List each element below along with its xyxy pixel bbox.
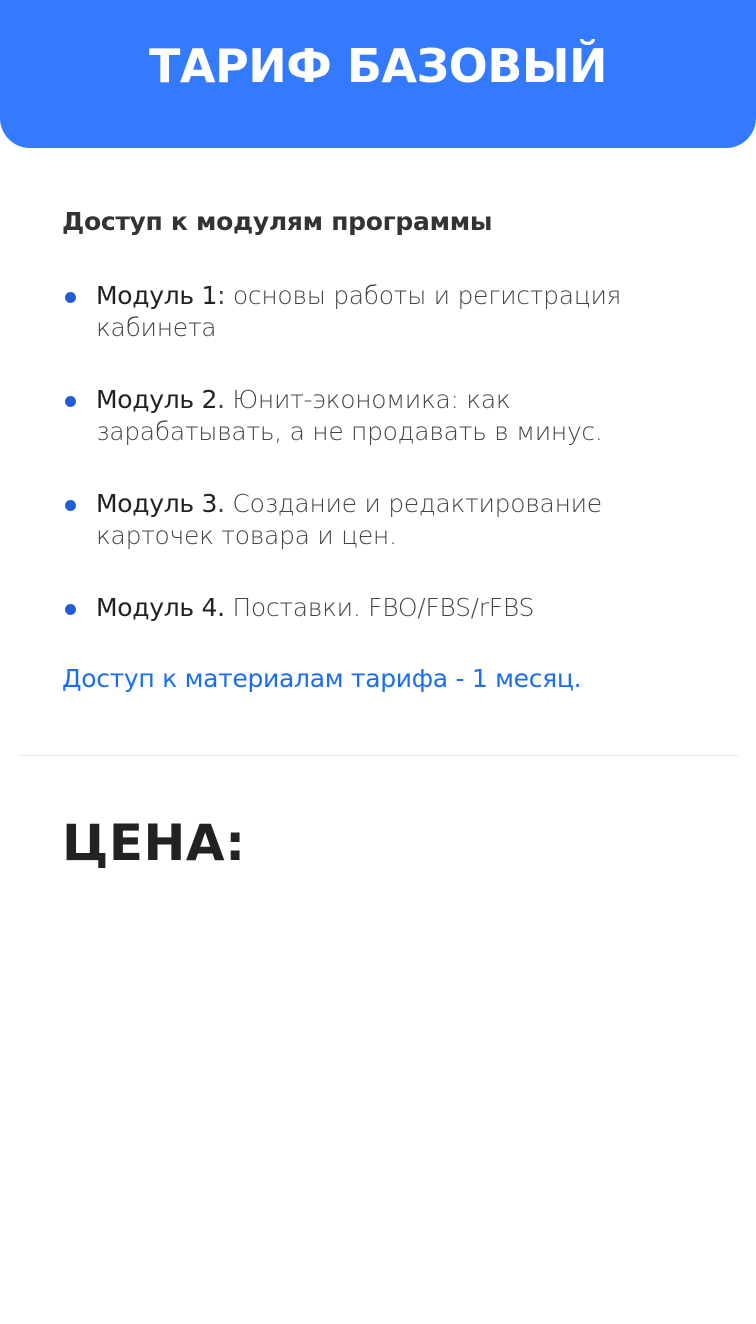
- divider: [18, 755, 738, 756]
- tariff-title: ТАРИФ БАЗОВЫЙ: [149, 39, 607, 93]
- module-item: [62, 592, 682, 624]
- module-name: Модуль 2: [96, 385, 218, 414]
- module-description: Создание и редактирование карточек товара и цен.: [96, 489, 602, 550]
- module-separator: .: [217, 385, 225, 414]
- module-name: Модуль 4.: [96, 593, 225, 622]
- bullet-icon: [65, 500, 76, 511]
- bullet-icon: [65, 292, 76, 303]
- module-description: основы работы и регистрация кабинета: [96, 281, 622, 342]
- module-description: Поставки. FBO/FBS/rFBS: [224, 593, 535, 622]
- price-label: ЦЕНА:: [62, 814, 246, 872]
- module-item: [62, 280, 682, 344]
- module-name: Модуль 3: [96, 489, 218, 518]
- module-name: Модуль 1: [96, 281, 218, 310]
- access-duration-note: Доступ к материалам тарифа - 1 месяц.: [62, 664, 582, 693]
- module-description: Юнит-экономика: как зарабатывать, а не продавать в минус.: [96, 385, 603, 446]
- modules-heading: Доступ к модулям программы: [62, 207, 493, 236]
- module-separator: .: [217, 489, 225, 518]
- bullet-icon: [65, 604, 76, 615]
- bullet-icon: [65, 396, 76, 407]
- module-separator: :: [217, 281, 226, 310]
- module-list: [62, 280, 682, 624]
- module-item: [62, 384, 682, 448]
- module-item: [62, 488, 682, 552]
- tariff-header: [0, 0, 756, 148]
